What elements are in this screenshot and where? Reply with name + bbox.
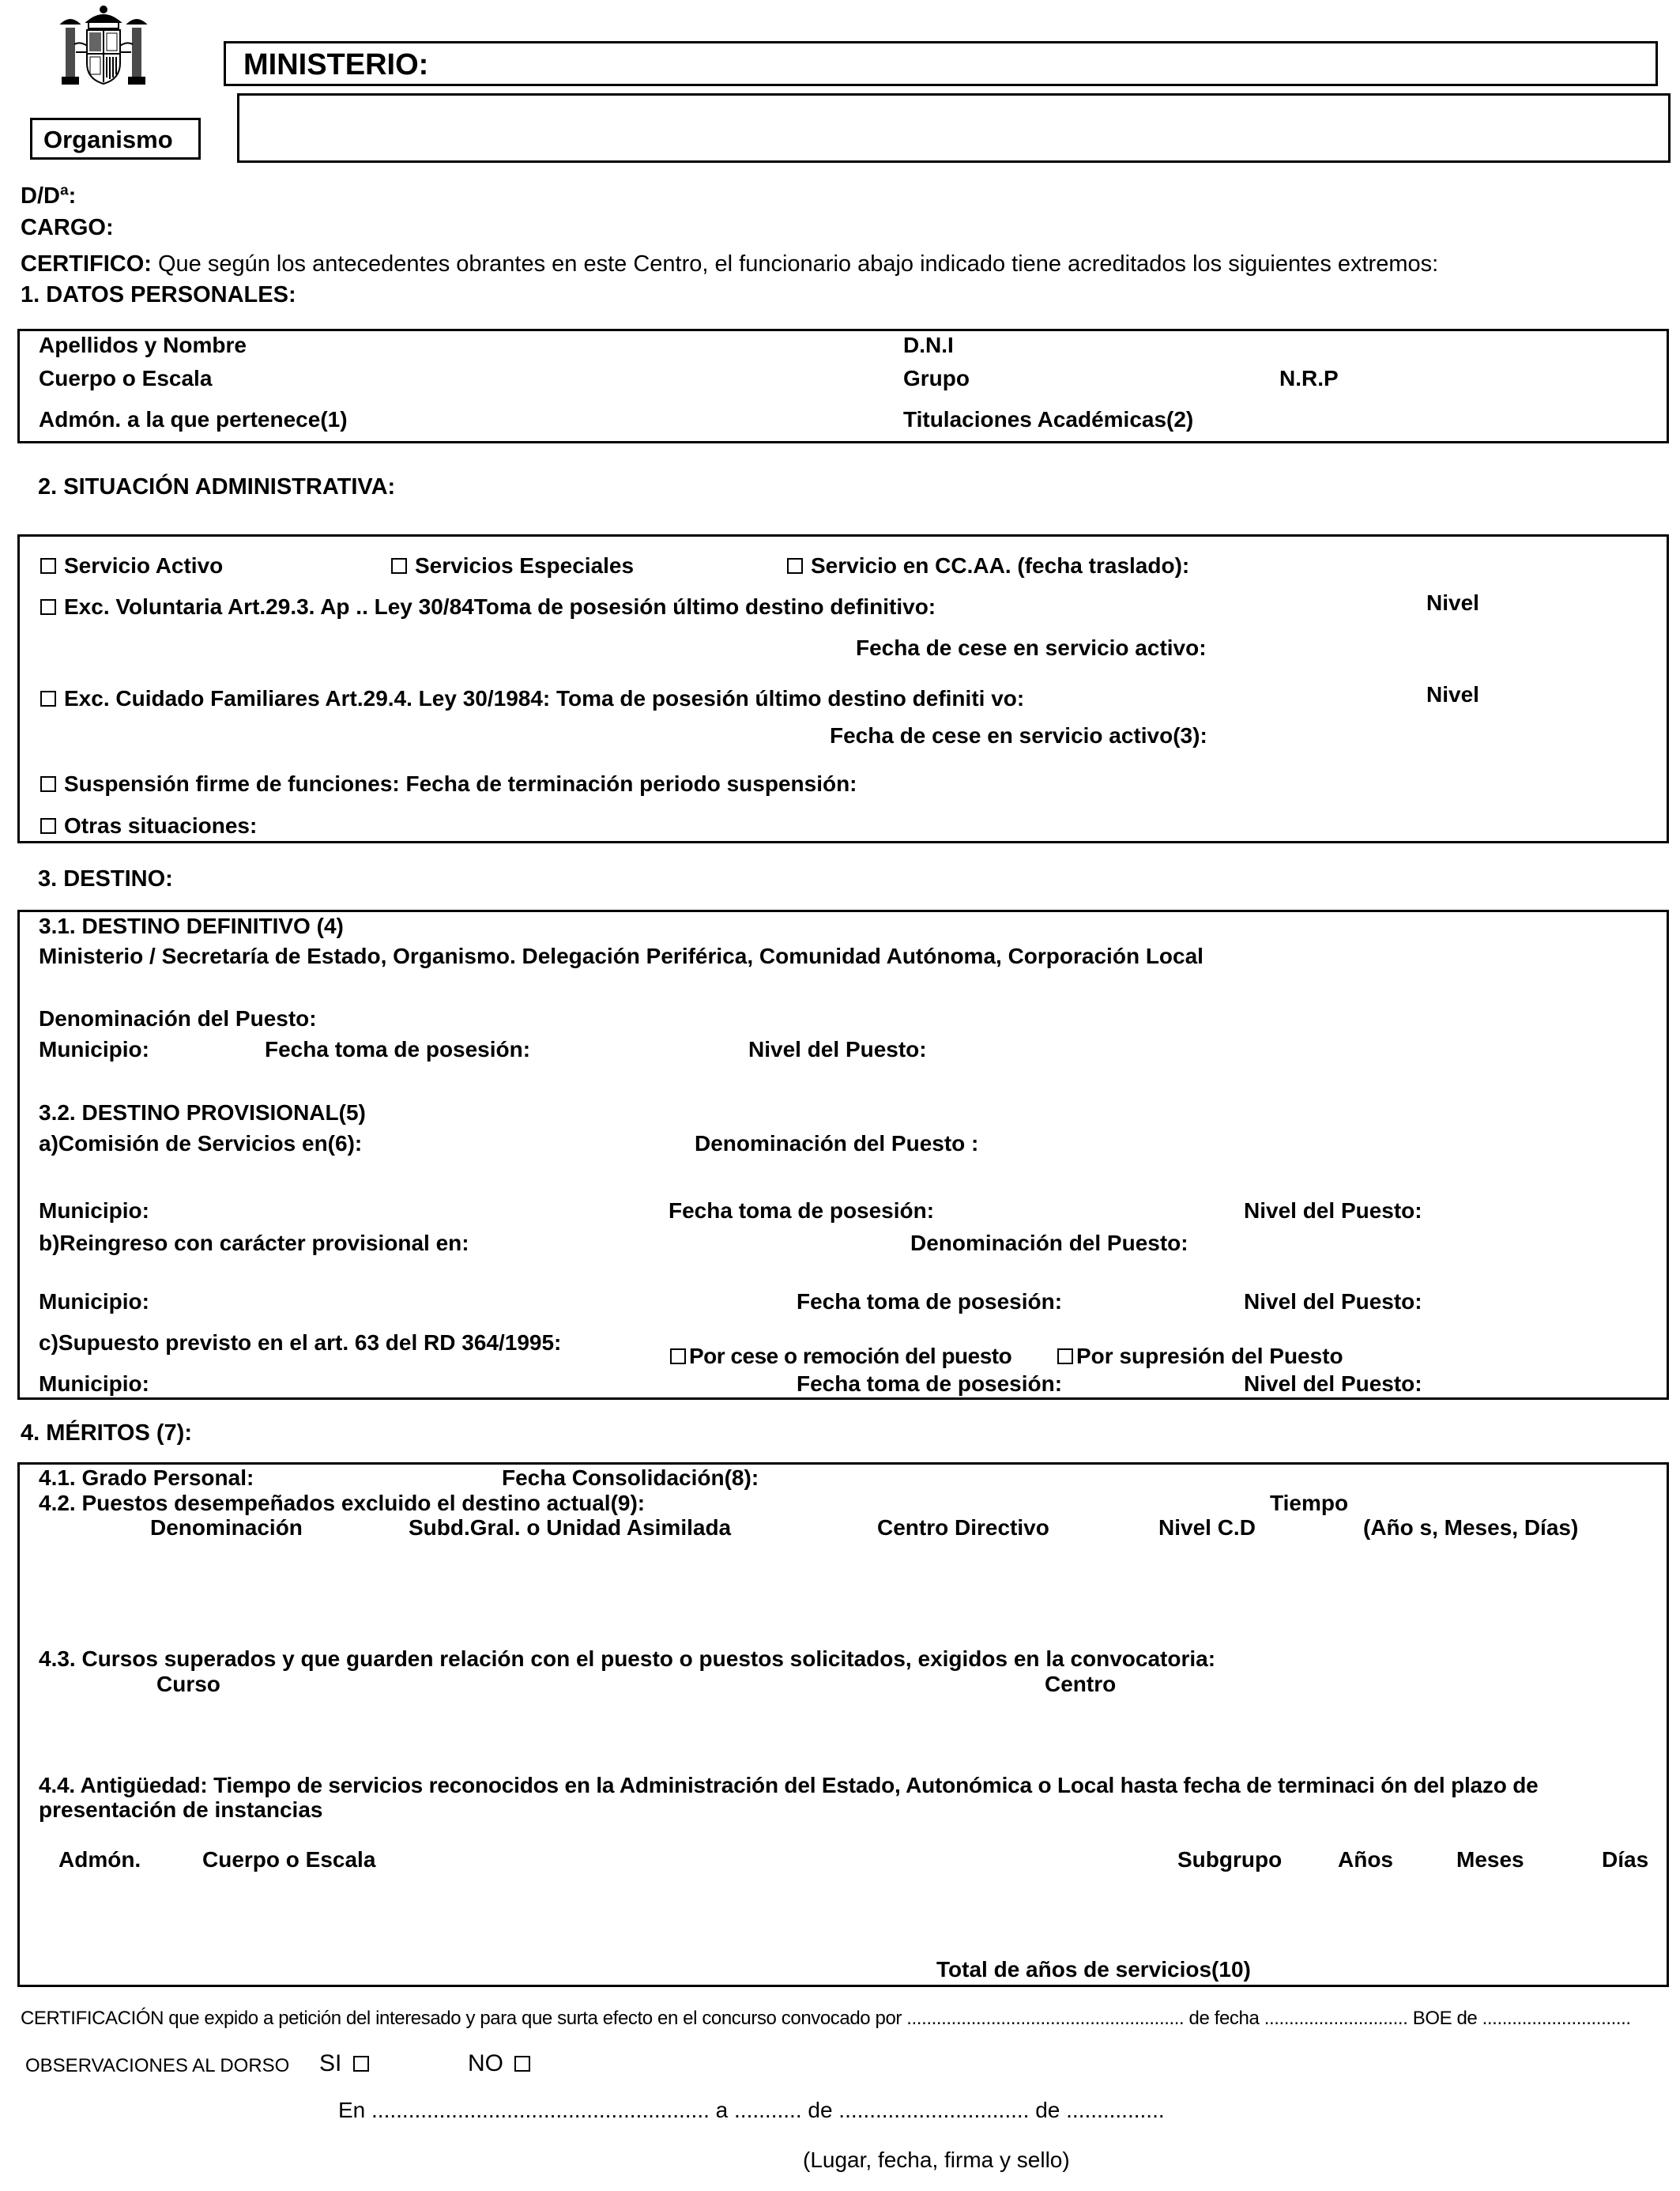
si-label: SI — [319, 2050, 342, 2076]
prov-c-municipio-label: Municipio: — [39, 1371, 149, 1396]
option-exc-cuidado[interactable] — [40, 686, 1024, 711]
no-label: NO — [468, 2050, 503, 2076]
checkbox-icon[interactable] — [391, 558, 407, 574]
checkbox-icon[interactable] — [40, 599, 56, 615]
prov-b-fecha-label: Fecha toma de posesión: — [797, 1289, 1063, 1314]
def-fecha-label: Fecha toma de posesión: — [265, 1037, 531, 1062]
option-servicio-activo[interactable] — [40, 553, 223, 579]
supresion-label: Por supresión del Puesto — [1076, 1344, 1343, 1368]
certifico-text: Que según los antecedentes obrantes en este Centro, el funcionario abajo indicado tiene acreditados los siguientes extremos: — [151, 251, 1439, 277]
cuerpo-label: Cuerpo o Escala — [39, 366, 213, 390]
section-1-title: 1. DATOS PERSONALES: — [21, 282, 296, 307]
col-centro-curso: Centro — [1045, 1672, 1117, 1696]
cursos-label: 4.3. Cursos superados y que guarden relación con el puesto o puestos solicitados, exigidos en la convocatoria: — [39, 1646, 1216, 1671]
titulaciones-label: Titulaciones Académicas(2) — [903, 407, 1194, 432]
col-curso: Curso — [156, 1672, 220, 1696]
admon-label: Admón. a la que pertenece(1) — [39, 407, 348, 432]
nrp-label: N.R.P — [1279, 366, 1339, 390]
cargo-label: CARGO: — [21, 215, 114, 240]
destino-definitivo-title: 3.1. DESTINO DEFINITIVO (4) — [39, 914, 344, 938]
col-tiempo: (Año s, Meses, Días) — [1363, 1515, 1579, 1540]
section-3-title: 3. DESTINO: — [38, 866, 173, 892]
checkbox-icon[interactable] — [670, 1348, 686, 1364]
exc-cuidado-label: Exc. Cuidado Familiares Art.29.4. Ley 30/1984: Toma de posesión último destino definiti vo: — [64, 686, 1025, 711]
destino-provisional-title: 3.2. DESTINO PROVISIONAL(5) — [39, 1100, 366, 1125]
option-servicio-ccaa[interactable] — [787, 553, 1189, 579]
col-subd: Subd.Gral. o Unidad Asimilada — [409, 1515, 732, 1540]
servicio-ccaa-label: Servicio en CC.AA. (fecha traslado): — [811, 553, 1190, 578]
prov-c-label: c)Supuesto previsto en el art. 63 del RD 364/1995: — [39, 1330, 562, 1355]
prov-c-nivel-label: Nivel del Puesto: — [1244, 1371, 1422, 1396]
col-nivel-cd: Nivel C.D — [1158, 1515, 1256, 1540]
section-4-title: 4. MÉRITOS (7): — [21, 1420, 192, 1446]
tiempo-label: Tiempo — [1270, 1491, 1349, 1515]
otras-label: Otras situaciones: — [64, 813, 258, 838]
certificacion-text: CERTIFICACIÓN que expido a petición del interesado y para que surta efecto en el concurso convocado por ........................................................ de fecha ............................. BOE de .............................. — [21, 2008, 1631, 2029]
col-cuerpo: Cuerpo o Escala — [202, 1847, 376, 1872]
lugar-fecha-line[interactable]: En ....................................................... a ........... de ............................... de ................ — [338, 2098, 1165, 2122]
option-suspension[interactable] — [40, 771, 857, 797]
puestos-label: 4.2. Puestos desempeñados excluido el destino actual(9): — [39, 1491, 646, 1515]
option-si[interactable] — [319, 2050, 377, 2077]
prov-a-fecha-label: Fecha toma de posesión: — [669, 1198, 935, 1223]
cese-remocion-label: Por cese o remoción del puesto — [689, 1344, 1012, 1368]
prov-a-municipio-label: Municipio: — [39, 1198, 149, 1223]
def-denominacion-label: Denominación del Puesto: — [39, 1006, 317, 1031]
ministerio-box[interactable] — [224, 41, 1658, 86]
situacion-box — [17, 534, 1669, 843]
certifico-line — [21, 251, 1438, 277]
col-denominacion: Denominación — [150, 1515, 303, 1540]
prov-b-label: b)Reingreso con carácter provisional en: — [39, 1231, 469, 1255]
prov-b-nivel-label: Nivel del Puesto: — [1244, 1289, 1422, 1314]
antiguedad-line — [39, 1773, 1539, 1798]
dd-label: D/Dª: — [21, 183, 77, 209]
col-anos: Años — [1338, 1847, 1393, 1872]
destino-box — [17, 910, 1669, 1400]
checkbox-icon[interactable] — [787, 558, 803, 574]
def-nivel-label: Nivel del Puesto: — [748, 1037, 927, 1062]
col-dias: Días — [1602, 1847, 1649, 1872]
checkbox-icon[interactable] — [40, 776, 56, 792]
checkbox-icon[interactable] — [40, 818, 56, 834]
organismo-box[interactable] — [237, 93, 1671, 163]
suspension-label: Suspensión firme de funciones: Fecha de terminación periodo suspensión: — [64, 771, 857, 796]
prov-a-denominacion-label: Denominación del Puesto : — [695, 1131, 979, 1156]
section-2-title: 2. SITUACIÓN ADMINISTRATIVA: — [38, 474, 396, 500]
prov-b-municipio-label: Municipio: — [39, 1289, 149, 1314]
checkbox-icon[interactable] — [353, 2056, 369, 2072]
nivel-label-2: Nivel — [1426, 682, 1479, 707]
observaciones-label: OBSERVACIONES AL DORSO — [25, 2055, 290, 2076]
dni-label: D.N.I — [903, 333, 954, 357]
grado-label: 4.1. Grado Personal: — [39, 1465, 254, 1490]
prov-a-nivel-label: Nivel del Puesto: — [1244, 1198, 1422, 1223]
option-exc-voluntaria[interactable] — [40, 594, 936, 620]
prov-a-label: a)Comisión de Servicios en(6): — [39, 1131, 363, 1156]
prov-b-denominacion-label: Denominación del Puesto: — [910, 1231, 1188, 1255]
fecha-cese-label-2: Fecha de cese en servicio activo(3): — [830, 723, 1207, 748]
option-no[interactable] — [468, 2050, 538, 2077]
checkbox-icon[interactable] — [40, 558, 56, 574]
fecha-cese-label-1: Fecha de cese en servicio activo: — [856, 635, 1207, 660]
certifico-label: CERTIFICO: — [21, 251, 152, 277]
col-meses: Meses — [1456, 1847, 1524, 1872]
option-servicios-especiales[interactable] — [391, 553, 634, 579]
meritos-box — [17, 1462, 1669, 1987]
checkbox-icon[interactable] — [40, 691, 56, 707]
col-subgrupo: Subgrupo — [1177, 1847, 1283, 1872]
servicio-activo-label: Servicio Activo — [64, 553, 224, 578]
exc-voluntaria-label: Exc. Voluntaria Art.29.3. Ap .. Ley 30/84Toma de posesión último destino definitivo: — [64, 594, 936, 619]
col-centro-directivo: Centro Directivo — [877, 1515, 1049, 1540]
option-otras[interactable] — [40, 813, 257, 839]
nivel-label-1: Nivel — [1426, 590, 1479, 615]
ministerio-label: MINISTERIO: — [243, 48, 429, 81]
option-supresion[interactable] — [1057, 1344, 1343, 1369]
organismo-label-box — [30, 118, 201, 160]
fecha-consolidacion-label: Fecha Consolidación(8): — [502, 1465, 759, 1490]
def-municipio-label: Municipio: — [39, 1037, 149, 1062]
antiguedad-label: 4.4. Antigüedad: — [39, 1773, 208, 1797]
firma-label: (Lugar, fecha, firma y sello) — [803, 2148, 1070, 2172]
grupo-label: Grupo — [903, 366, 970, 390]
col-admon: Admón. — [58, 1847, 141, 1872]
apellidos-label: Apellidos y Nombre — [39, 333, 247, 357]
checkbox-icon[interactable] — [1057, 1348, 1073, 1364]
total-anos-label: Total de años de servicios(10) — [936, 1957, 1251, 1982]
antiguedad-text-2: presentación de instancias — [39, 1797, 323, 1822]
datos-personales-box — [17, 329, 1669, 443]
checkbox-icon[interactable] — [514, 2056, 530, 2072]
organismo-label: Organismo — [43, 126, 173, 153]
option-cese-remocion[interactable] — [670, 1344, 1011, 1369]
antiguedad-text: Tiempo de servicios reconocidos en la Administración del Estado, Autonómica o Local hasta fecha de terminaci ón del plazo de — [207, 1773, 1539, 1797]
def-ministerio-label: Ministerio / Secretaría de Estado, Organismo. Delegación Periférica, Comunidad Autónoma, Corporación Local — [39, 944, 1203, 968]
servicios-especiales-label: Servicios Especiales — [415, 553, 635, 578]
prov-c-fecha-label: Fecha toma de posesión: — [797, 1371, 1063, 1396]
coat-of-arms-icon — [57, 5, 150, 93]
